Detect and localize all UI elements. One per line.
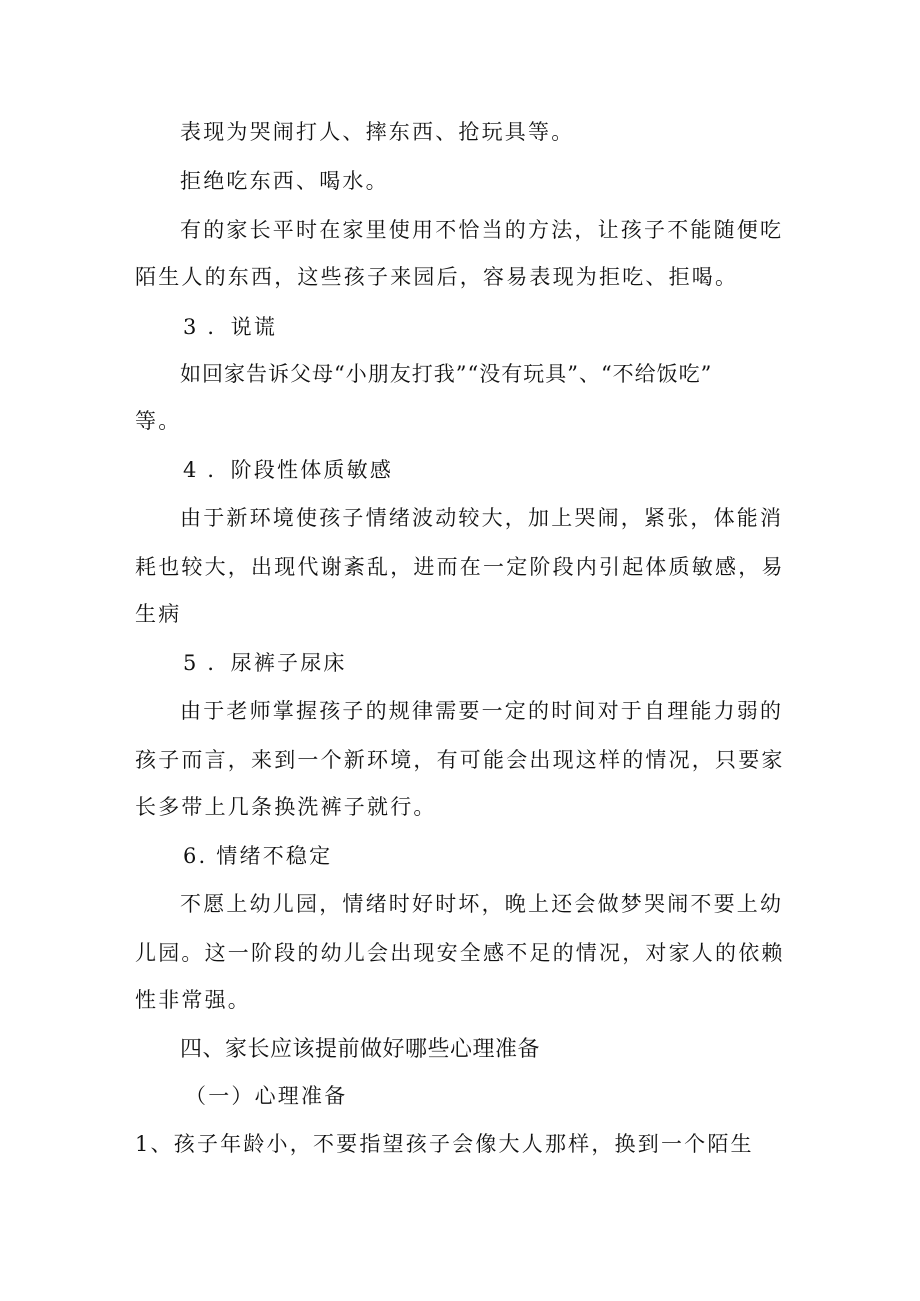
- paragraph-line: 等。: [135, 409, 182, 433]
- paragraph-line: 陌生人的东西，这些孩子来园后，容易表现为拒吃、拒喝。: [135, 265, 739, 289]
- section-heading: 四、家长应该提前做好哪些心理准备: [180, 1037, 541, 1062]
- subsection-heading: （一）心理准备: [185, 1084, 348, 1108]
- subheading-4: 4 ．阶段性体质敏感: [183, 458, 394, 482]
- paragraph-line: 1、孩子年龄小，不要指望孩子会像大人那样，换到一个陌生: [135, 1132, 754, 1156]
- paragraph-line: 有的家长平时在家里使用不恰当的方法，让孩子不能随便吃: [180, 218, 784, 242]
- paragraph-line: 长多带上几条换洗裤子就行。: [135, 795, 437, 819]
- paragraph-line: 由于新环境使孩子情绪波动较大，加上哭闹，紧张，体能消: [180, 506, 784, 530]
- subheading-3: 3 ．说谎: [183, 315, 278, 339]
- paragraph-line: 耗也较大，出现代谢紊乱，进而在一定阶段内引起体质敏感，易: [135, 555, 785, 579]
- subheading-6: 6. 情绪不稳定: [183, 844, 333, 868]
- paragraph-line: 性非常强。: [135, 988, 251, 1012]
- paragraph-line: 儿园。这一阶段的幼儿会出现安全感不足的情况，对家人的依赖: [135, 941, 785, 965]
- paragraph-line: 如回家告诉父母“小朋友打我”“没有玩具”、“不给饭吃”: [180, 362, 713, 386]
- paragraph-line: 表现为哭闹打人、摔东西、抢玩具等。: [180, 120, 575, 144]
- paragraph-line: 由于老师掌握孩子的规律需要一定的时间对于自理能力弱的: [180, 699, 784, 723]
- paragraph-line: 生病: [135, 602, 182, 626]
- subheading-5: 5 ．尿裤子尿床: [183, 651, 347, 675]
- paragraph-line: 拒绝吃东西、喝水。: [180, 169, 389, 193]
- paragraph-line: 孩子而言，来到一个新环境，有可能会出现这样的情况，只要家: [135, 748, 785, 772]
- paragraph-line: 不愿上幼儿园，情绪时好时坏，晚上还会做梦哭闹不要上幼: [180, 892, 784, 916]
